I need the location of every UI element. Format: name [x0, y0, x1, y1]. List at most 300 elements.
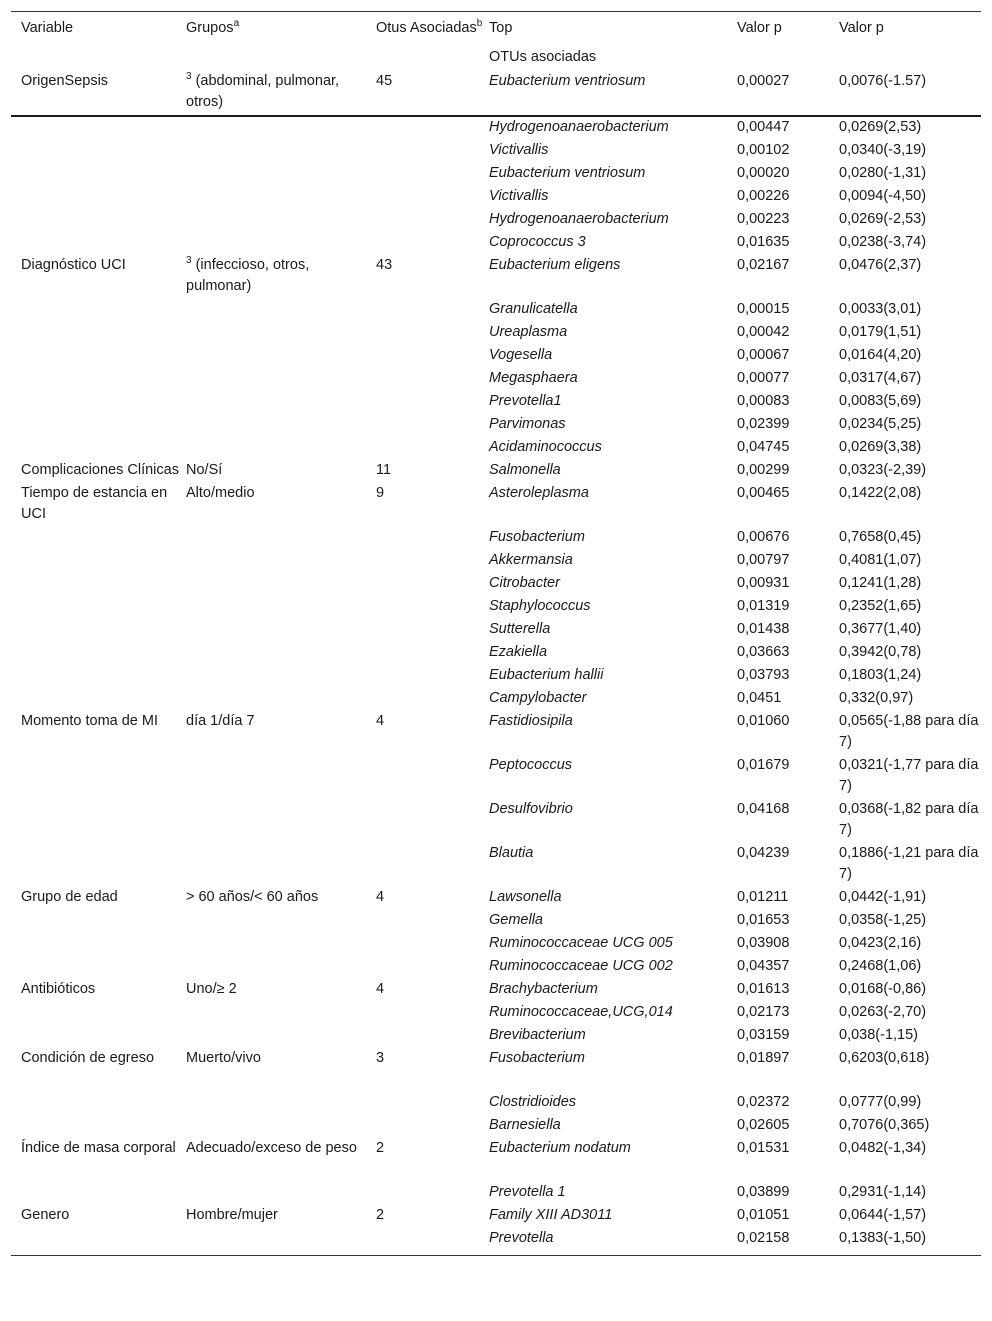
table-row: [11, 186, 981, 209]
grupos-cell: Hombre/mujer: [186, 1207, 278, 1223]
empty-cell: [186, 345, 376, 368]
adj-p-value-cell: 0,2352(1,65): [839, 598, 922, 614]
empty-cell: [376, 933, 489, 956]
adj-p-value-cell: 0,0269(-2,53): [839, 211, 927, 227]
empty-cell: [11, 933, 186, 956]
variable-cell: Condición de egreso: [21, 1050, 155, 1066]
otu-name-cell: Staphylococcus: [489, 598, 591, 614]
p-value-cell: 0,01319: [737, 598, 790, 614]
adj-p-value-cell: 0,332(0,97): [839, 690, 914, 706]
table-row: [11, 71, 981, 116]
adj-p-value-cell: 0,7658(0,45): [839, 529, 922, 545]
table-row: [11, 1048, 981, 1092]
otu-name-cell: Barnesiella: [489, 1117, 561, 1133]
table-row: [11, 642, 981, 665]
adj-p-value-cell: 0,0076(-1.57): [839, 73, 927, 89]
empty-cell: [11, 345, 186, 368]
otu-name-cell: Ureaplasma: [489, 324, 568, 340]
p-value-cell: 0,00077: [737, 370, 790, 386]
adj-p-value-cell: 0,0323(-2,39): [839, 462, 927, 478]
otu-name-cell: Desulfovibrio: [489, 801, 573, 817]
table-row: [11, 414, 981, 437]
variable-cell: Tiempo de estancia en UCI: [21, 485, 168, 522]
adj-p-value-cell: 0,038(-1,15): [839, 1027, 918, 1043]
otu-name-cell: Blautia: [489, 845, 534, 861]
empty-cell: [11, 299, 186, 322]
table-row: [11, 619, 981, 642]
empty-cell: [11, 163, 186, 186]
empty-cell: [376, 391, 489, 414]
empty-cell: [376, 1115, 489, 1138]
p-value-cell: 0,02173: [737, 1004, 790, 1020]
empty-cell: [376, 368, 489, 391]
p-value-cell: 0,01051: [737, 1207, 790, 1223]
empty-cell: [376, 550, 489, 573]
empty-cell: [376, 140, 489, 163]
grupos-cell: No/Sí: [186, 462, 223, 478]
table-row: [11, 665, 981, 688]
empty-cell: [11, 573, 186, 596]
empty-cell: [376, 414, 489, 437]
p-value-cell: 0,04239: [737, 845, 790, 861]
empty-cell: [11, 1002, 186, 1025]
table-row: [11, 368, 981, 391]
otu-name-cell: Fusobacterium: [489, 1050, 585, 1066]
otu-name-cell: Vogesella: [489, 347, 553, 363]
empty-cell: [11, 116, 186, 140]
p-value-cell: 0,04168: [737, 801, 790, 817]
adj-p-value-cell: 0,1422(2,08): [839, 485, 922, 501]
p-value-cell: 0,00226: [737, 188, 790, 204]
header-valor-p-2: Valor p: [839, 12, 981, 42]
empty-cell: [186, 665, 376, 688]
empty-cell: [186, 299, 376, 322]
empty-cell: [376, 799, 489, 843]
empty-cell: [186, 843, 376, 887]
empty-cell: [11, 755, 186, 799]
otu-name-cell: Brachybacterium: [489, 981, 598, 997]
empty-cell: [186, 956, 376, 979]
otu-name-cell: Hydrogenoanaerobacterium: [489, 211, 669, 227]
adj-p-value-cell: 0,0368(-1,82 para día 7): [839, 801, 979, 838]
empty-cell: [186, 414, 376, 437]
p-value-cell: 0,03908: [737, 935, 790, 951]
empty-cell: [11, 956, 186, 979]
p-value-cell: 0,00042: [737, 324, 790, 340]
otu-name-cell: Eubacterium eligens: [489, 257, 621, 273]
otu-name-cell: Prevotella 1: [489, 1184, 566, 1200]
adj-p-value-cell: 0,0442(-1,91): [839, 889, 927, 905]
adj-p-value-cell: 0,0482(-1,34): [839, 1140, 927, 1156]
empty-cell: [11, 1182, 186, 1205]
adj-p-value-cell: 0,7076(0,365): [839, 1117, 930, 1133]
otus-cell: 9: [376, 485, 385, 501]
p-value-cell: 0,00299: [737, 462, 790, 478]
otus-cell: 11: [376, 462, 392, 478]
otu-name-cell: Clostridioides: [489, 1094, 577, 1110]
variable-cell: Genero: [21, 1207, 70, 1223]
header-variable: Variable: [11, 12, 186, 42]
adj-p-value-cell: 0,4081(1,07): [839, 552, 922, 568]
table-row: [11, 550, 981, 573]
p-value-cell: 0,03663: [737, 644, 790, 660]
empty-cell: [11, 209, 186, 232]
empty-cell: [186, 642, 376, 665]
p-value-cell: 0,00447: [737, 116, 839, 140]
empty-cell: [186, 550, 376, 573]
empty-cell: [11, 619, 186, 642]
adj-p-value-cell: 0,0321(-1,77 para día 7): [839, 757, 979, 794]
empty-cell: [376, 299, 489, 322]
table-row: [11, 910, 981, 933]
header-valor-p-1: Valor p: [737, 12, 839, 42]
adj-p-value-cell: 0,0164(4,20): [839, 347, 922, 363]
otu-name-cell: Megasphaera: [489, 370, 578, 386]
empty-cell: [186, 799, 376, 843]
otu-name-cell: Gemella: [489, 912, 543, 928]
empty-cell: [376, 1002, 489, 1025]
otus-cell: 43: [376, 257, 393, 273]
otu-name-cell: Lawsonella: [489, 889, 562, 905]
p-value-cell: 0,00676: [737, 529, 790, 545]
empty-cell: [186, 1002, 376, 1025]
table-row: [11, 299, 981, 322]
otu-name-cell: Peptococcus: [489, 757, 573, 773]
empty-cell: [376, 688, 489, 711]
header-top: Top: [489, 12, 737, 42]
p-value-cell: 0,00020: [737, 165, 790, 181]
table-row: [11, 345, 981, 368]
table-row: [11, 1138, 981, 1182]
adj-p-value-cell: 0,0168(-0,86): [839, 981, 927, 997]
table-row: [11, 255, 981, 299]
otu-name-cell: Ruminococcaceae UCG 002: [489, 958, 673, 974]
table-row: [11, 527, 981, 550]
otu-name-cell: Eubacterium ventriosum: [489, 73, 646, 89]
empty-cell: [11, 437, 186, 460]
p-value-cell: 0,00067: [737, 347, 790, 363]
otu-name-cell: Campylobacter: [489, 690, 587, 706]
empty-cell: [11, 414, 186, 437]
empty-cell: [376, 322, 489, 345]
otu-name-cell: Acidaminococcus: [489, 439, 602, 455]
otu-name-cell: Akkermansia: [489, 552, 573, 568]
table-row: [11, 711, 981, 755]
adj-p-value-cell: 0,1886(-1,21 para día 7): [839, 845, 979, 882]
p-value-cell: 0,01679: [737, 757, 790, 773]
empty-cell: [186, 596, 376, 619]
grupos-cell: Muerto/vivo: [186, 1050, 261, 1066]
empty-cell: [376, 437, 489, 460]
p-value-cell: 0,03899: [737, 1184, 790, 1200]
empty-cell: [11, 642, 186, 665]
otu-name-cell: Sutterella: [489, 621, 551, 637]
otu-name-cell: Ezakiella: [489, 644, 548, 660]
variable-cell: Diagnóstico UCI: [21, 257, 126, 273]
empty-cell: [186, 573, 376, 596]
table-row: [11, 460, 981, 483]
otus-cell: 2: [376, 1207, 385, 1223]
otus-cell: 4: [376, 981, 385, 997]
empty-cell: [376, 665, 489, 688]
adj-p-value-cell: 0,0358(-1,25): [839, 912, 927, 928]
table-row: [11, 437, 981, 460]
empty-cell: [376, 232, 489, 255]
adj-p-value-cell: 0,0179(1,51): [839, 324, 922, 340]
otu-name-cell: Fusobacterium: [489, 529, 585, 545]
empty-cell: [11, 1228, 186, 1256]
header-row: [11, 12, 981, 42]
adj-p-value-cell: 0,3942(0,78): [839, 644, 922, 660]
table-row: [11, 573, 981, 596]
adj-p-value-cell: 0,0777(0,99): [839, 1094, 922, 1110]
empty-cell: [376, 956, 489, 979]
p-value-cell: 0,01613: [737, 981, 790, 997]
p-value-cell: 0,02372: [737, 1094, 790, 1110]
table-row: [11, 799, 981, 843]
p-value-cell: 0,02167: [737, 257, 790, 273]
empty-cell: [376, 116, 489, 140]
adj-p-value-cell: 0,2931(-1,14): [839, 1184, 927, 1200]
table-row: [11, 688, 981, 711]
grupos-cell: > 60 años/< 60 años: [186, 889, 319, 905]
empty-cell: [186, 1115, 376, 1138]
adj-p-value-cell: 0,0269(2,53): [839, 116, 981, 140]
empty-cell: [186, 933, 376, 956]
empty-cell: [186, 368, 376, 391]
header-otus: Otus Asociadas$^b$: [376, 12, 489, 42]
p-value-cell: 0,00223: [737, 211, 790, 227]
empty-cell: [11, 910, 186, 933]
table-row: [11, 979, 981, 1002]
p-value-cell: 0,01060: [737, 713, 790, 729]
adj-p-value-cell: 0,0317(4,67): [839, 370, 922, 386]
otus-cell: 4: [376, 713, 385, 729]
p-value-cell: 0,00015: [737, 301, 790, 317]
empty-cell: [11, 688, 186, 711]
otu-name-cell: Brevibacterium: [489, 1027, 586, 1043]
empty-cell: [11, 368, 186, 391]
p-value-cell: 0,00465: [737, 485, 790, 501]
otu-name-cell: Granulicatella: [489, 301, 578, 317]
adj-p-value-cell: 0,0094(-4,50): [839, 188, 927, 204]
grupos-cell: $^3$ (infeccioso, otros, pulmonar): [186, 255, 310, 294]
empty-cell: [186, 186, 376, 209]
adj-p-value-cell: 0,0238(-3,74): [839, 234, 927, 250]
table-row: [11, 483, 981, 527]
otu-name-cell: Prevotella1: [489, 393, 562, 409]
otu-name-cell: Ruminococcaceae,UCG,014: [489, 1004, 673, 1020]
table-row: [11, 209, 981, 232]
table-row: [11, 163, 981, 186]
adj-p-value-cell: 0,0644(-1,57): [839, 1207, 927, 1223]
table-row: [11, 1182, 981, 1205]
p-value-cell: 0,01635: [737, 234, 790, 250]
p-value-cell: 0,00027: [737, 73, 790, 89]
table-row: [11, 391, 981, 414]
adj-p-value-cell: 0,1383(-1,50): [839, 1228, 981, 1256]
table-row: [11, 1002, 981, 1025]
empty-cell: [11, 527, 186, 550]
adj-p-value-cell: 0,0083(5,69): [839, 393, 922, 409]
adj-p-value-cell: 0,1241(1,28): [839, 575, 922, 591]
empty-cell: [11, 550, 186, 573]
empty-cell: [186, 527, 376, 550]
empty-cell: [376, 163, 489, 186]
empty-cell: [376, 186, 489, 209]
adj-p-value-cell: 0,3677(1,40): [839, 621, 922, 637]
otu-name-cell: Ruminococcaceae UCG 005: [489, 935, 673, 951]
empty-cell: [186, 910, 376, 933]
p-value-cell: 0,00797: [737, 552, 790, 568]
otu-name-cell: Asteroleplasma: [489, 485, 589, 501]
adj-p-value-cell: 0,0263(-2,70): [839, 1004, 927, 1020]
header-top-sub: OTUs asociadas: [489, 49, 597, 65]
otu-name-cell: Family XIII AD3011: [489, 1207, 613, 1223]
empty-cell: [376, 209, 489, 232]
adj-p-value-cell: 0,0423(2,16): [839, 935, 922, 951]
adj-p-value-cell: 0,0340(-3,19): [839, 142, 927, 158]
empty-cell: [186, 391, 376, 414]
otus-cell: 3: [376, 1050, 385, 1066]
adj-p-value-cell: 0,0033(3,01): [839, 301, 922, 317]
p-value-cell: 0,01897: [737, 1050, 790, 1066]
empty-cell: [11, 186, 186, 209]
empty-cell: [186, 437, 376, 460]
empty-cell: [186, 1092, 376, 1115]
otu-name-cell: Salmonella: [489, 462, 561, 478]
empty-cell: [376, 1092, 489, 1115]
table-row: [11, 596, 981, 619]
table-row: [11, 1025, 981, 1048]
p-value-cell: 0,02605: [737, 1117, 790, 1133]
empty-cell: [11, 1092, 186, 1115]
otu-results-table: [11, 11, 981, 1256]
grupos-cell: Alto/medio: [186, 485, 255, 501]
table-row: [11, 1092, 981, 1115]
table-row: [11, 843, 981, 887]
variable-cell: Grupo de edad: [21, 889, 118, 905]
table-row: [11, 755, 981, 799]
otu-name-cell: Hydrogenoanaerobacterium: [489, 116, 737, 140]
otu-name-cell: Eubacterium hallii: [489, 667, 604, 683]
empty-cell: [376, 1228, 489, 1256]
p-value-cell: 0,02158: [737, 1228, 839, 1256]
otus-cell: 2: [376, 1140, 385, 1156]
table-row: [11, 1115, 981, 1138]
grupos-cell: día 1/día 7: [186, 713, 255, 729]
header-grupos: Grupos$^a$: [186, 12, 376, 42]
otu-name-cell: Prevotella: [489, 1228, 737, 1256]
variable-cell: OrigenSepsis: [21, 73, 109, 89]
table-row: [11, 140, 981, 163]
empty-cell: [376, 1025, 489, 1048]
otus-cell: 4: [376, 889, 385, 905]
table-row: [11, 1205, 981, 1228]
p-value-cell: 0,01531: [737, 1140, 790, 1156]
p-value-cell: 0,00102: [737, 142, 790, 158]
adj-p-value-cell: 0,6203(0,618): [839, 1050, 930, 1066]
table-row: [11, 956, 981, 979]
p-value-cell: 0,01211: [737, 889, 789, 905]
p-value-cell: 0,02399: [737, 416, 790, 432]
empty-cell: [376, 573, 489, 596]
empty-cell: [186, 688, 376, 711]
adj-p-value-cell: 0,2468(1,06): [839, 958, 922, 974]
p-value-cell: 0,03793: [737, 667, 790, 683]
empty-cell: [186, 619, 376, 642]
empty-cell: [11, 140, 186, 163]
table-row: [11, 933, 981, 956]
otus-cell: 45: [376, 73, 393, 89]
adj-p-value-cell: 0,1803(1,24): [839, 667, 922, 683]
grupos-cell: Uno/≥ 2: [186, 981, 237, 997]
empty-cell: [186, 322, 376, 345]
otu-name-cell: Eubacterium nodatum: [489, 1140, 631, 1156]
empty-cell: [11, 322, 186, 345]
empty-cell: [11, 391, 186, 414]
p-value-cell: 0,00931: [737, 575, 790, 591]
empty-cell: [11, 596, 186, 619]
p-value-cell: 0,01438: [737, 621, 790, 637]
otu-name-cell: Victivallis: [489, 188, 549, 204]
adj-p-value-cell: 0,0280(-1,31): [839, 165, 927, 181]
empty-cell: [376, 843, 489, 887]
adj-p-value-cell: 0,0269(3,38): [839, 439, 922, 455]
empty-cell: [376, 345, 489, 368]
empty-cell: [11, 1025, 186, 1048]
empty-cell: [11, 232, 186, 255]
variable-cell: Momento toma de MI: [21, 713, 158, 729]
header-subrow: [11, 41, 981, 71]
table-row: [11, 116, 981, 140]
empty-cell: [376, 596, 489, 619]
empty-cell: [11, 799, 186, 843]
table-row: [11, 322, 981, 345]
table-row: [11, 887, 981, 910]
results-table-container: [11, 11, 981, 1256]
empty-cell: [186, 755, 376, 799]
otu-name-cell: Citrobacter: [489, 575, 560, 591]
empty-cell: [376, 619, 489, 642]
otu-name-cell: Victivallis: [489, 142, 549, 158]
empty-cell: [376, 642, 489, 665]
adj-p-value-cell: 0,0476(2,37): [839, 257, 922, 273]
p-value-cell: 0,03159: [737, 1027, 790, 1043]
empty-cell: [11, 1115, 186, 1138]
table-row: [11, 1228, 981, 1256]
otu-name-cell: Parvimonas: [489, 416, 566, 432]
variable-cell: Índice de masa corporal: [21, 1140, 176, 1156]
empty-cell: [11, 665, 186, 688]
adj-p-value-cell: 0,0565(-1,88 para día 7): [839, 713, 979, 750]
p-value-cell: 0,04745: [737, 439, 790, 455]
empty-cell: [186, 1228, 376, 1256]
table-row: [11, 232, 981, 255]
empty-cell: [186, 209, 376, 232]
p-value-cell: 0,01653: [737, 912, 790, 928]
empty-cell: [186, 140, 376, 163]
empty-cell: [376, 910, 489, 933]
empty-cell: [186, 1025, 376, 1048]
grupos-cell: $^3$ (abdominal, pulmonar, otros): [186, 71, 340, 110]
empty-cell: [376, 527, 489, 550]
empty-cell: [186, 232, 376, 255]
otu-name-cell: Fastidiosipila: [489, 713, 573, 729]
variable-cell: Complicaciones Clínicas: [21, 462, 179, 478]
otu-name-cell: Coprococcus 3: [489, 234, 586, 250]
empty-cell: [186, 116, 376, 140]
